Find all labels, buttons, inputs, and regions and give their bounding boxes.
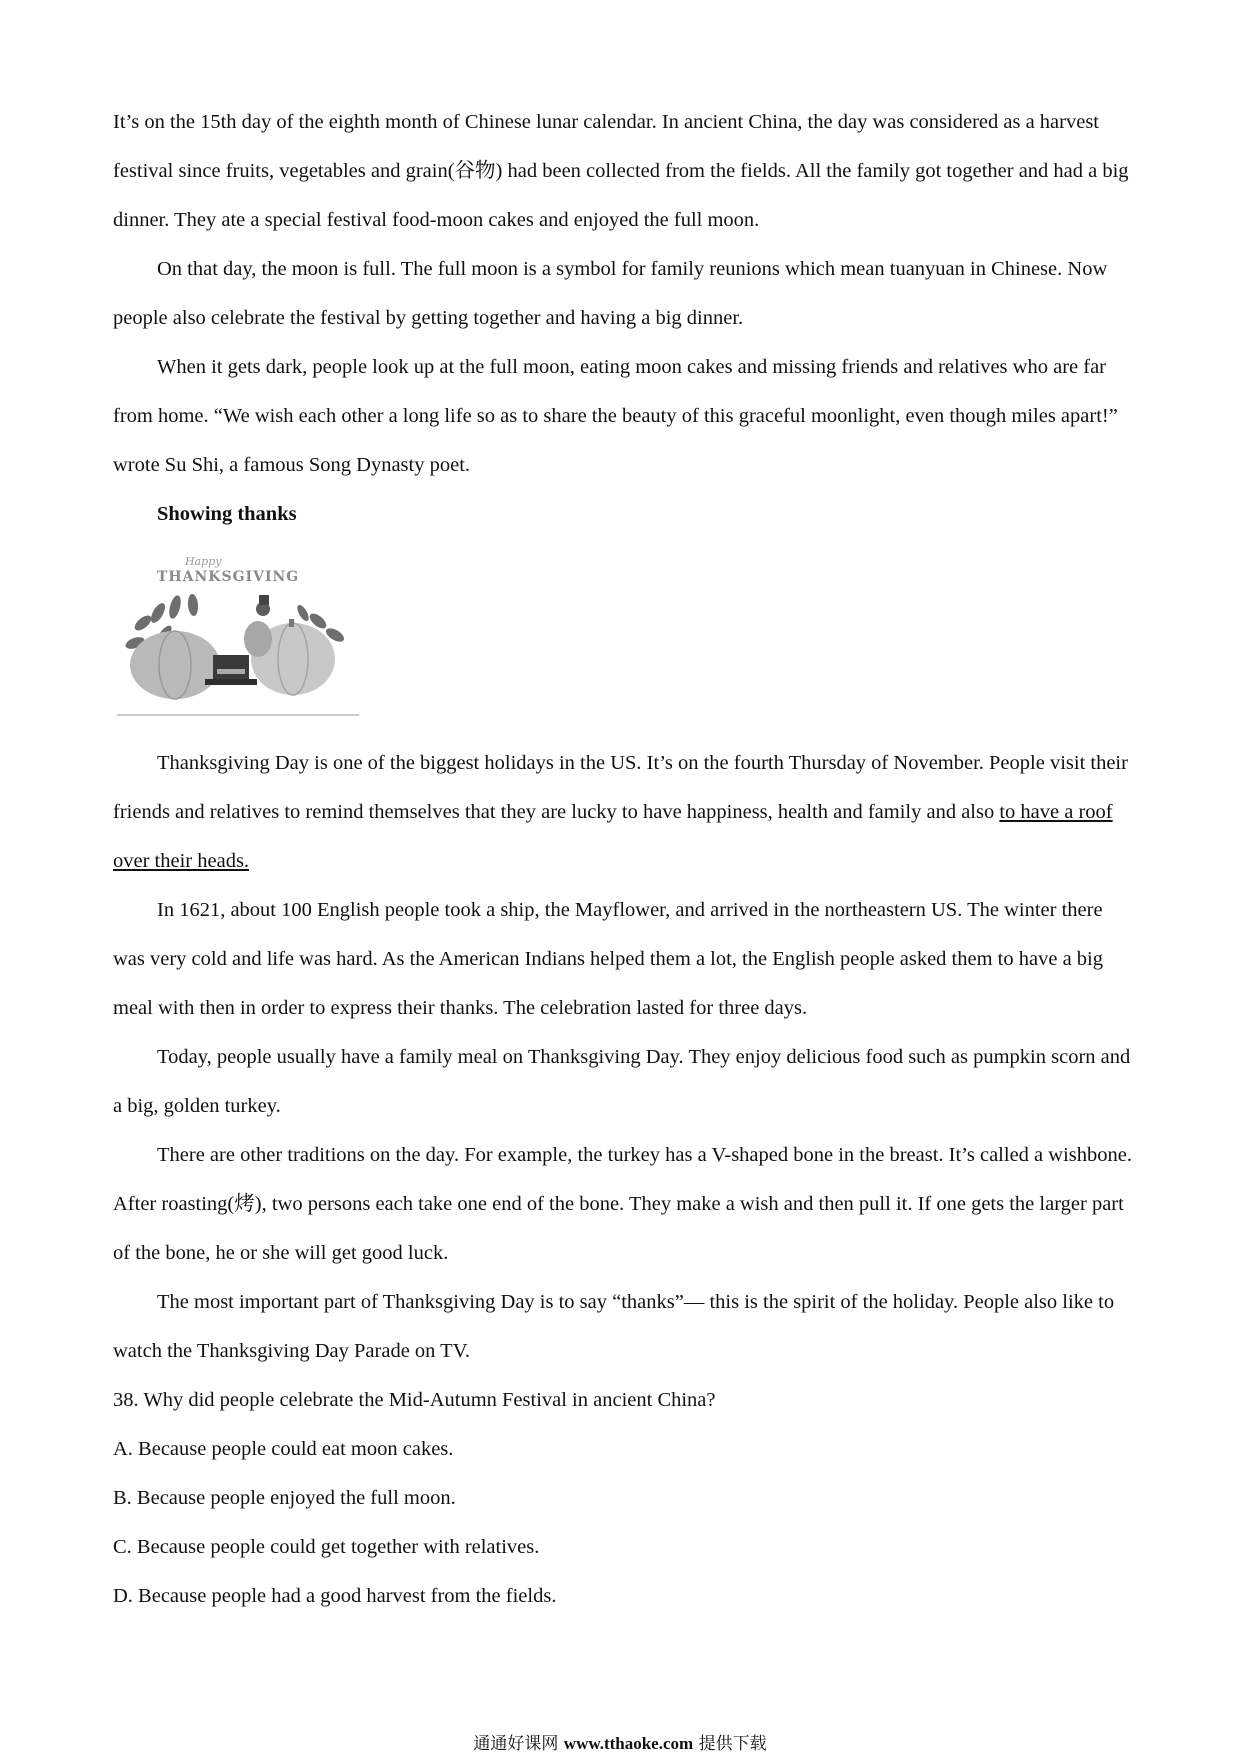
thanksgiving-paragraph-3: Today, people usually have a family meal on Thanksgiving Day. They enjoy delicious food such as pumpkin scorn and a big, golden turkey. [113, 1046, 1131, 1117]
thanksgiving-paragraph-1 [113, 739, 1138, 886]
footer-url[interactable]: www.tthaoke.com [563, 1734, 694, 1753]
paragraph-text: Thanksgiving Day is one of the biggest holidays in the US. It’s on the fourth Thursday of November. People visit their friends and relatives to remind themselves that they are lucky to have happiness, health and family and also [113, 752, 1128, 823]
page-footer [0, 1729, 1240, 1754]
thanksgiving-image [113, 543, 1138, 719]
intro-paragraph-3: When it gets dark, people look up at the full moon, eating moon cakes and missing friends and relatives who are far from home. “We wish each other a long life so as to share the beauty of this graceful moonlight, even though miles apart!” wrote Su Shi, a famous Song Dynasty poet. [113, 356, 1118, 476]
footer-site-name: 通通好课网 [473, 1734, 559, 1754]
intro-paragraph-2: On that day, the moon is full. The full moon is a symbol for family reunions which mean tuanyuan in Chinese. Now people also celebrate the festival by getting together and having a big dinner. [113, 258, 1108, 329]
underlined-phrase: to have a roof over their heads. [113, 801, 1113, 872]
footer-suffix: 提供下载 [698, 1734, 767, 1754]
thanksgiving-paragraph-2: In 1621, about 100 English people took a ship, the Mayflower, and arrived in the northeastern US. The winter there was very cold and life was hard. As the American Indians helped them a lot, the English people asked them to have a big meal with then in order to express their thanks. The celebration lasted for three days. [113, 899, 1103, 1019]
section-heading: Showing thanks [157, 503, 297, 525]
question-stem: 38. Why did people celebrate the Mid-Autumn Festival in ancient China? [113, 1389, 716, 1411]
document-body [113, 98, 1138, 1621]
option-a: A. Because people could eat moon cakes. [113, 1438, 454, 1460]
thanksgiving-paragraph-5: The most important part of Thanksgiving Day is to say “thanks”— this is the spirit of the holiday. People also like to watch the Thanksgiving Day Parade on TV. [113, 1291, 1115, 1362]
thanksgiving-illustration [113, 543, 363, 719]
thanksgiving-text: THANKSGIVING [157, 569, 300, 585]
intro-paragraph-1: It’s on the 15th day of the eighth month of Chinese lunar calendar. In ancient China, the day was considered as a harvest festival since fruits, vegetables and grain(谷物) had been collected from the fields. All the family got together and had a big dinner. They ate a special festival food-moon cakes and enjoyed the full moon. [113, 111, 1129, 231]
thanksgiving-paragraph-4: There are other traditions on the day. For example, the turkey has a V-shaped bone in the breast. It’s called a wishbone. After roasting(烤), two persons each take one end of the bone. They make a wish and then pull it. If one gets the larger part of the bone, he or she will get good luck. [113, 1144, 1132, 1264]
happy-text: Happy [185, 555, 222, 568]
option-d: D. Because people had a good harvest from the fields. [113, 1585, 557, 1607]
option-c: C. Because people could get together with relatives. [113, 1536, 540, 1558]
option-b: B. Because people enjoyed the full moon. [113, 1487, 456, 1509]
